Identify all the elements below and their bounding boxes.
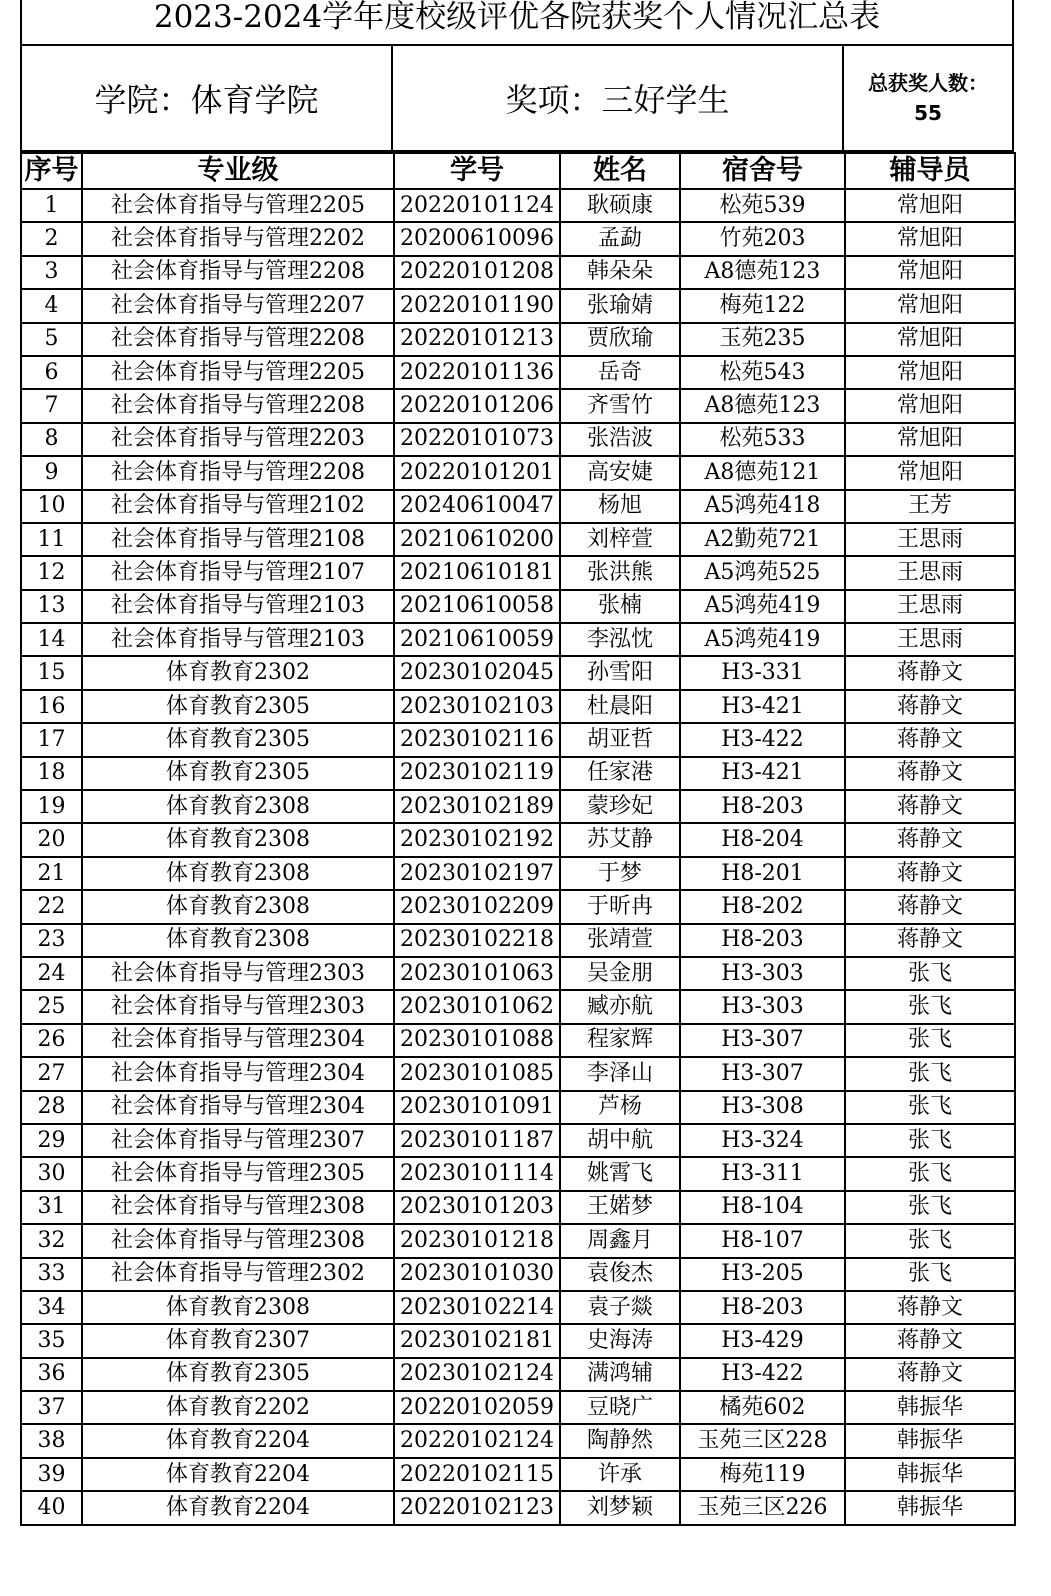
cell-major: 体育教育2305 xyxy=(82,723,394,756)
cell-index: 9 xyxy=(21,456,82,489)
cell-name: 王婼梦 xyxy=(560,1191,680,1224)
cell-major: 体育教育2308 xyxy=(82,823,394,856)
cell-counselor: 蒋静文 xyxy=(845,790,1015,823)
cell-name: 杜晨阳 xyxy=(560,690,680,723)
cell-dorm: A5鸿苑525 xyxy=(680,556,845,589)
cell-counselor: 张飞 xyxy=(845,957,1015,990)
cell-student-id: 20230102124 xyxy=(394,1358,560,1391)
cell-dorm: H8-204 xyxy=(680,823,845,856)
cell-index: 21 xyxy=(21,857,82,890)
cell-major: 社会体育指导与管理2207 xyxy=(82,289,394,322)
cell-index: 10 xyxy=(21,490,82,523)
cell-dorm: H3-311 xyxy=(680,1157,845,1190)
cell-counselor: 张飞 xyxy=(845,1024,1015,1057)
cell-index: 19 xyxy=(21,790,82,823)
cell-counselor: 张飞 xyxy=(845,1157,1015,1190)
cell-index: 5 xyxy=(21,323,82,356)
cell-dorm: A8德苑121 xyxy=(680,456,845,489)
cell-name: 耿硕康 xyxy=(560,189,680,222)
cell-student-id: 20230101203 xyxy=(394,1191,560,1224)
cell-index: 22 xyxy=(21,890,82,923)
cell-student-id: 20230101085 xyxy=(394,1057,560,1090)
cell-major: 社会体育指导与管理2205 xyxy=(82,356,394,389)
cell-dorm: 梅苑122 xyxy=(680,289,845,322)
cell-name: 蒙珍妃 xyxy=(560,790,680,823)
table-row xyxy=(21,1191,1015,1224)
cell-dorm: H3-307 xyxy=(680,1057,845,1090)
cell-counselor: 王芳 xyxy=(845,490,1015,523)
cell-dorm: H8-201 xyxy=(680,857,845,890)
cell-student-id: 20200610096 xyxy=(394,222,560,255)
cell-major: 社会体育指导与管理2302 xyxy=(82,1258,394,1291)
cell-counselor: 韩振华 xyxy=(845,1424,1015,1457)
cell-counselor: 蒋静文 xyxy=(845,857,1015,890)
table-row xyxy=(21,823,1015,856)
sheet-title: 2023-2024学年度校级评优各院获奖个人情况汇总表 xyxy=(20,0,1014,46)
cell-index: 13 xyxy=(21,590,82,623)
total-value: 55 xyxy=(914,101,942,125)
cell-index: 2 xyxy=(21,222,82,255)
cell-dorm: H8-107 xyxy=(680,1224,845,1257)
cell-major: 体育教育2308 xyxy=(82,790,394,823)
total-label: 总获奖人数： xyxy=(868,71,988,95)
col-header-name: 姓名 xyxy=(560,153,680,189)
cell-major: 社会体育指导与管理2304 xyxy=(82,1024,394,1057)
cell-dorm: H8-203 xyxy=(680,924,845,957)
table-row xyxy=(21,556,1015,589)
cell-student-id: 20240610047 xyxy=(394,490,560,523)
cell-dorm: 玉苑三区228 xyxy=(680,1424,845,1457)
cell-major: 社会体育指导与管理2208 xyxy=(82,256,394,289)
cell-dorm: A5鸿苑418 xyxy=(680,490,845,523)
cell-counselor: 蒋静文 xyxy=(845,723,1015,756)
table-row xyxy=(21,490,1015,523)
cell-counselor: 蒋静文 xyxy=(845,656,1015,689)
cell-index: 38 xyxy=(21,1424,82,1457)
cell-major: 体育教育2308 xyxy=(82,1291,394,1324)
cell-student-id: 20220101201 xyxy=(394,456,560,489)
cell-counselor: 韩振华 xyxy=(845,1391,1015,1424)
cell-name: 臧亦航 xyxy=(560,990,680,1023)
cell-dorm: H8-104 xyxy=(680,1191,845,1224)
table-row xyxy=(21,623,1015,656)
cell-index: 39 xyxy=(21,1458,82,1491)
cell-dorm: A8德苑123 xyxy=(680,256,845,289)
cell-index: 16 xyxy=(21,690,82,723)
cell-name: 于梦 xyxy=(560,857,680,890)
cell-dorm: A5鸿苑419 xyxy=(680,623,845,656)
table-row xyxy=(21,957,1015,990)
cell-index: 15 xyxy=(21,656,82,689)
cell-name: 岳奇 xyxy=(560,356,680,389)
cell-index: 18 xyxy=(21,757,82,790)
cell-name: 孙雪阳 xyxy=(560,656,680,689)
cell-counselor: 王思雨 xyxy=(845,590,1015,623)
cell-dorm: 橘苑602 xyxy=(680,1391,845,1424)
cell-student-id: 20210610058 xyxy=(394,590,560,623)
table-row xyxy=(21,1491,1015,1524)
table-row xyxy=(21,189,1015,222)
cell-dorm: H3-421 xyxy=(680,690,845,723)
cell-index: 35 xyxy=(21,1324,82,1357)
cell-student-id: 20230102214 xyxy=(394,1291,560,1324)
cell-counselor: 张飞 xyxy=(845,1091,1015,1124)
col-header-major: 专业级 xyxy=(82,153,394,189)
table-row xyxy=(21,890,1015,923)
cell-name: 周鑫月 xyxy=(560,1224,680,1257)
cell-name: 豆晓广 xyxy=(560,1391,680,1424)
cell-name: 张靖萱 xyxy=(560,924,680,957)
cell-student-id: 20210610181 xyxy=(394,556,560,589)
cell-major: 社会体育指导与管理2308 xyxy=(82,1224,394,1257)
cell-index: 11 xyxy=(21,523,82,556)
cell-name: 齐雪竹 xyxy=(560,389,680,422)
cell-student-id: 20230102218 xyxy=(394,924,560,957)
cell-index: 30 xyxy=(21,1157,82,1190)
cell-dorm: H3-303 xyxy=(680,990,845,1023)
cell-name: 袁俊杰 xyxy=(560,1258,680,1291)
cell-name: 史海涛 xyxy=(560,1324,680,1357)
cell-major: 社会体育指导与管理2308 xyxy=(82,1191,394,1224)
cell-index: 34 xyxy=(21,1291,82,1324)
cell-index: 12 xyxy=(21,556,82,589)
table-row xyxy=(21,1391,1015,1424)
cell-student-id: 20210610200 xyxy=(394,523,560,556)
table-row xyxy=(21,790,1015,823)
cell-counselor: 张飞 xyxy=(845,990,1015,1023)
cell-name: 满鸿辅 xyxy=(560,1358,680,1391)
cell-dorm: H3-307 xyxy=(680,1024,845,1057)
cell-dorm: 松苑543 xyxy=(680,356,845,389)
cell-major: 体育教育2308 xyxy=(82,924,394,957)
college-cell: 学院：体育学院 xyxy=(20,46,393,152)
cell-dorm: 玉苑235 xyxy=(680,323,845,356)
cell-dorm: 松苑533 xyxy=(680,423,845,456)
cell-counselor: 张飞 xyxy=(845,1124,1015,1157)
cell-counselor: 王思雨 xyxy=(845,623,1015,656)
cell-name: 胡中航 xyxy=(560,1124,680,1157)
cell-student-id: 20230102045 xyxy=(394,656,560,689)
cell-dorm: H3-205 xyxy=(680,1258,845,1291)
cell-student-id: 20230102103 xyxy=(394,690,560,723)
table-row xyxy=(21,1291,1015,1324)
cell-counselor: 张飞 xyxy=(845,1191,1015,1224)
cell-dorm: 松苑539 xyxy=(680,189,845,222)
cell-counselor: 常旭阳 xyxy=(845,189,1015,222)
cell-major: 体育教育2305 xyxy=(82,690,394,723)
cell-index: 33 xyxy=(21,1258,82,1291)
cell-name: 刘梦颖 xyxy=(560,1491,680,1524)
table-row xyxy=(21,1157,1015,1190)
cell-name: 吴金朋 xyxy=(560,957,680,990)
cell-name: 陶静然 xyxy=(560,1424,680,1457)
cell-student-id: 20220102059 xyxy=(394,1391,560,1424)
cell-dorm: 竹苑203 xyxy=(680,222,845,255)
cell-dorm: H3-308 xyxy=(680,1091,845,1124)
cell-name: 胡亚哲 xyxy=(560,723,680,756)
cell-index: 7 xyxy=(21,389,82,422)
cell-dorm: 梅苑119 xyxy=(680,1458,845,1491)
cell-student-id: 20220101136 xyxy=(394,356,560,389)
table-row xyxy=(21,590,1015,623)
cell-dorm: H3-331 xyxy=(680,656,845,689)
cell-counselor: 蒋静文 xyxy=(845,924,1015,957)
cell-student-id: 20230101062 xyxy=(394,990,560,1023)
awards-table xyxy=(20,152,1016,1526)
cell-dorm: H8-202 xyxy=(680,890,845,923)
cell-counselor: 蒋静文 xyxy=(845,690,1015,723)
cell-student-id: 20220101073 xyxy=(394,423,560,456)
table-row xyxy=(21,1024,1015,1057)
cell-student-id: 20230102116 xyxy=(394,723,560,756)
cell-name: 李泽山 xyxy=(560,1057,680,1090)
table-row xyxy=(21,1458,1015,1491)
table-row xyxy=(21,523,1015,556)
cell-index: 26 xyxy=(21,1024,82,1057)
total-cell xyxy=(844,46,1014,152)
cell-major: 体育教育2204 xyxy=(82,1491,394,1524)
cell-index: 28 xyxy=(21,1091,82,1124)
cell-counselor: 常旭阳 xyxy=(845,423,1015,456)
table-row xyxy=(21,1324,1015,1357)
cell-index: 17 xyxy=(21,723,82,756)
cell-index: 8 xyxy=(21,423,82,456)
cell-student-id: 20210610059 xyxy=(394,623,560,656)
cell-name: 孟勐 xyxy=(560,222,680,255)
cell-index: 32 xyxy=(21,1224,82,1257)
table-row xyxy=(21,423,1015,456)
cell-major: 社会体育指导与管理2307 xyxy=(82,1124,394,1157)
cell-name: 许承 xyxy=(560,1458,680,1491)
cell-student-id: 20230102197 xyxy=(394,857,560,890)
table-row xyxy=(21,256,1015,289)
cell-major: 社会体育指导与管理2208 xyxy=(82,456,394,489)
cell-student-id: 20220101124 xyxy=(394,189,560,222)
award-cell: 奖项：三好学生 xyxy=(393,46,844,152)
cell-major: 社会体育指导与管理2205 xyxy=(82,189,394,222)
cell-major: 社会体育指导与管理2303 xyxy=(82,990,394,1023)
cell-counselor: 常旭阳 xyxy=(845,356,1015,389)
cell-index: 24 xyxy=(21,957,82,990)
cell-major: 体育教育2305 xyxy=(82,757,394,790)
cell-major: 社会体育指导与管理2208 xyxy=(82,323,394,356)
table-row xyxy=(21,1091,1015,1124)
col-header-index: 序号 xyxy=(21,153,82,189)
cell-counselor: 常旭阳 xyxy=(845,222,1015,255)
cell-student-id: 20220101208 xyxy=(394,256,560,289)
cell-name: 张浩波 xyxy=(560,423,680,456)
cell-name: 李泓忱 xyxy=(560,623,680,656)
cell-student-id: 20230101187 xyxy=(394,1124,560,1157)
cell-major: 社会体育指导与管理2203 xyxy=(82,423,394,456)
table-row xyxy=(21,1358,1015,1391)
cell-name: 程家辉 xyxy=(560,1024,680,1057)
cell-dorm: H8-203 xyxy=(680,790,845,823)
cell-student-id: 20230101114 xyxy=(394,1157,560,1190)
cell-counselor: 王思雨 xyxy=(845,523,1015,556)
cell-dorm: H3-324 xyxy=(680,1124,845,1157)
cell-student-id: 20230102181 xyxy=(394,1324,560,1357)
cell-student-id: 20220102124 xyxy=(394,1424,560,1457)
cell-major: 社会体育指导与管理2304 xyxy=(82,1091,394,1124)
cell-major: 社会体育指导与管理2103 xyxy=(82,623,394,656)
cell-counselor: 王思雨 xyxy=(845,556,1015,589)
cell-counselor: 常旭阳 xyxy=(845,289,1015,322)
cell-index: 27 xyxy=(21,1057,82,1090)
cell-name: 杨旭 xyxy=(560,490,680,523)
cell-counselor: 蒋静文 xyxy=(845,757,1015,790)
cell-dorm: A5鸿苑419 xyxy=(680,590,845,623)
cell-student-id: 20230101088 xyxy=(394,1024,560,1057)
table-row xyxy=(21,456,1015,489)
table-row xyxy=(21,690,1015,723)
cell-student-id: 20230102119 xyxy=(394,757,560,790)
cell-name: 韩朵朵 xyxy=(560,256,680,289)
table-row xyxy=(21,222,1015,255)
cell-major: 体育教育2308 xyxy=(82,857,394,890)
cell-counselor: 蒋静文 xyxy=(845,1358,1015,1391)
cell-student-id: 20220102123 xyxy=(394,1491,560,1524)
col-header-student-id: 学号 xyxy=(394,153,560,189)
cell-name: 高安婕 xyxy=(560,456,680,489)
cell-dorm: H8-203 xyxy=(680,1291,845,1324)
cell-index: 14 xyxy=(21,623,82,656)
cell-index: 31 xyxy=(21,1191,82,1224)
cell-student-id: 20220101213 xyxy=(394,323,560,356)
cell-major: 社会体育指导与管理2103 xyxy=(82,590,394,623)
cell-name: 袁子燚 xyxy=(560,1291,680,1324)
cell-student-id: 20220102115 xyxy=(394,1458,560,1491)
cell-counselor: 韩振华 xyxy=(845,1458,1015,1491)
cell-counselor: 常旭阳 xyxy=(845,389,1015,422)
cell-dorm: H3-429 xyxy=(680,1324,845,1357)
cell-counselor: 常旭阳 xyxy=(845,323,1015,356)
cell-index: 36 xyxy=(21,1358,82,1391)
cell-index: 20 xyxy=(21,823,82,856)
cell-major: 体育教育2302 xyxy=(82,656,394,689)
cell-major: 社会体育指导与管理2304 xyxy=(82,1057,394,1090)
cell-counselor: 常旭阳 xyxy=(845,256,1015,289)
cell-major: 社会体育指导与管理2108 xyxy=(82,523,394,556)
cell-student-id: 20230101030 xyxy=(394,1258,560,1291)
cell-major: 社会体育指导与管理2102 xyxy=(82,490,394,523)
col-header-dorm: 宿舍号 xyxy=(680,153,845,189)
cell-counselor: 张飞 xyxy=(845,1224,1015,1257)
table-row xyxy=(21,323,1015,356)
cell-index: 37 xyxy=(21,1391,82,1424)
cell-name: 姚霄飞 xyxy=(560,1157,680,1190)
cell-name: 任家港 xyxy=(560,757,680,790)
cell-counselor: 蒋静文 xyxy=(845,1324,1015,1357)
cell-index: 40 xyxy=(21,1491,82,1524)
table-row xyxy=(21,389,1015,422)
cell-name: 苏艾静 xyxy=(560,823,680,856)
cell-counselor: 张飞 xyxy=(845,1258,1015,1291)
table-row xyxy=(21,1124,1015,1157)
cell-major: 体育教育2305 xyxy=(82,1358,394,1391)
cell-student-id: 20230102192 xyxy=(394,823,560,856)
cell-major: 体育教育2204 xyxy=(82,1424,394,1457)
cell-index: 3 xyxy=(21,256,82,289)
cell-index: 1 xyxy=(21,189,82,222)
cell-major: 社会体育指导与管理2202 xyxy=(82,222,394,255)
cell-major: 社会体育指导与管理2107 xyxy=(82,556,394,589)
table-row xyxy=(21,1224,1015,1257)
cell-name: 于昕冉 xyxy=(560,890,680,923)
cell-name: 张瑜婧 xyxy=(560,289,680,322)
cell-name: 张洪熊 xyxy=(560,556,680,589)
cell-student-id: 20230102189 xyxy=(394,790,560,823)
table-row xyxy=(21,990,1015,1023)
cell-counselor: 张飞 xyxy=(845,1057,1015,1090)
cell-counselor: 常旭阳 xyxy=(845,456,1015,489)
cell-student-id: 20230101063 xyxy=(394,957,560,990)
cell-student-id: 20220101190 xyxy=(394,289,560,322)
cell-major: 体育教育2204 xyxy=(82,1458,394,1491)
table-row xyxy=(21,1258,1015,1291)
cell-name: 芦杨 xyxy=(560,1091,680,1124)
cell-name: 张楠 xyxy=(560,590,680,623)
table-row xyxy=(21,757,1015,790)
cell-counselor: 蒋静文 xyxy=(845,890,1015,923)
cell-dorm: H3-422 xyxy=(680,1358,845,1391)
table-row xyxy=(21,723,1015,756)
cell-dorm: A8德苑123 xyxy=(680,389,845,422)
table-row xyxy=(21,857,1015,890)
cell-major: 社会体育指导与管理2208 xyxy=(82,389,394,422)
cell-major: 体育教育2307 xyxy=(82,1324,394,1357)
cell-index: 29 xyxy=(21,1124,82,1157)
cell-student-id: 20230101218 xyxy=(394,1224,560,1257)
cell-counselor: 韩振华 xyxy=(845,1491,1015,1524)
cell-counselor: 蒋静文 xyxy=(845,1291,1015,1324)
table-row xyxy=(21,924,1015,957)
table-row xyxy=(21,1424,1015,1457)
cell-major: 社会体育指导与管理2305 xyxy=(82,1157,394,1190)
cell-student-id: 20230102209 xyxy=(394,890,560,923)
cell-index: 25 xyxy=(21,990,82,1023)
cell-name: 贾欣瑜 xyxy=(560,323,680,356)
cell-dorm: A2勤苑721 xyxy=(680,523,845,556)
cell-index: 6 xyxy=(21,356,82,389)
table-row xyxy=(21,656,1015,689)
table-row xyxy=(21,1057,1015,1090)
cell-student-id: 20230101091 xyxy=(394,1091,560,1124)
cell-dorm: H3-421 xyxy=(680,757,845,790)
cell-dorm: H3-303 xyxy=(680,957,845,990)
cell-counselor: 蒋静文 xyxy=(845,823,1015,856)
cell-major: 社会体育指导与管理2303 xyxy=(82,957,394,990)
header-row xyxy=(21,153,1015,189)
cell-dorm: H3-422 xyxy=(680,723,845,756)
cell-index: 4 xyxy=(21,289,82,322)
col-header-counselor: 辅导员 xyxy=(845,153,1015,189)
table-row xyxy=(21,356,1015,389)
cell-index: 23 xyxy=(21,924,82,957)
cell-major: 体育教育2308 xyxy=(82,890,394,923)
cell-name: 刘梓萱 xyxy=(560,523,680,556)
cell-major: 体育教育2202 xyxy=(82,1391,394,1424)
cell-dorm: 玉苑三区226 xyxy=(680,1491,845,1524)
cell-student-id: 20220101206 xyxy=(394,389,560,422)
table-row xyxy=(21,289,1015,322)
